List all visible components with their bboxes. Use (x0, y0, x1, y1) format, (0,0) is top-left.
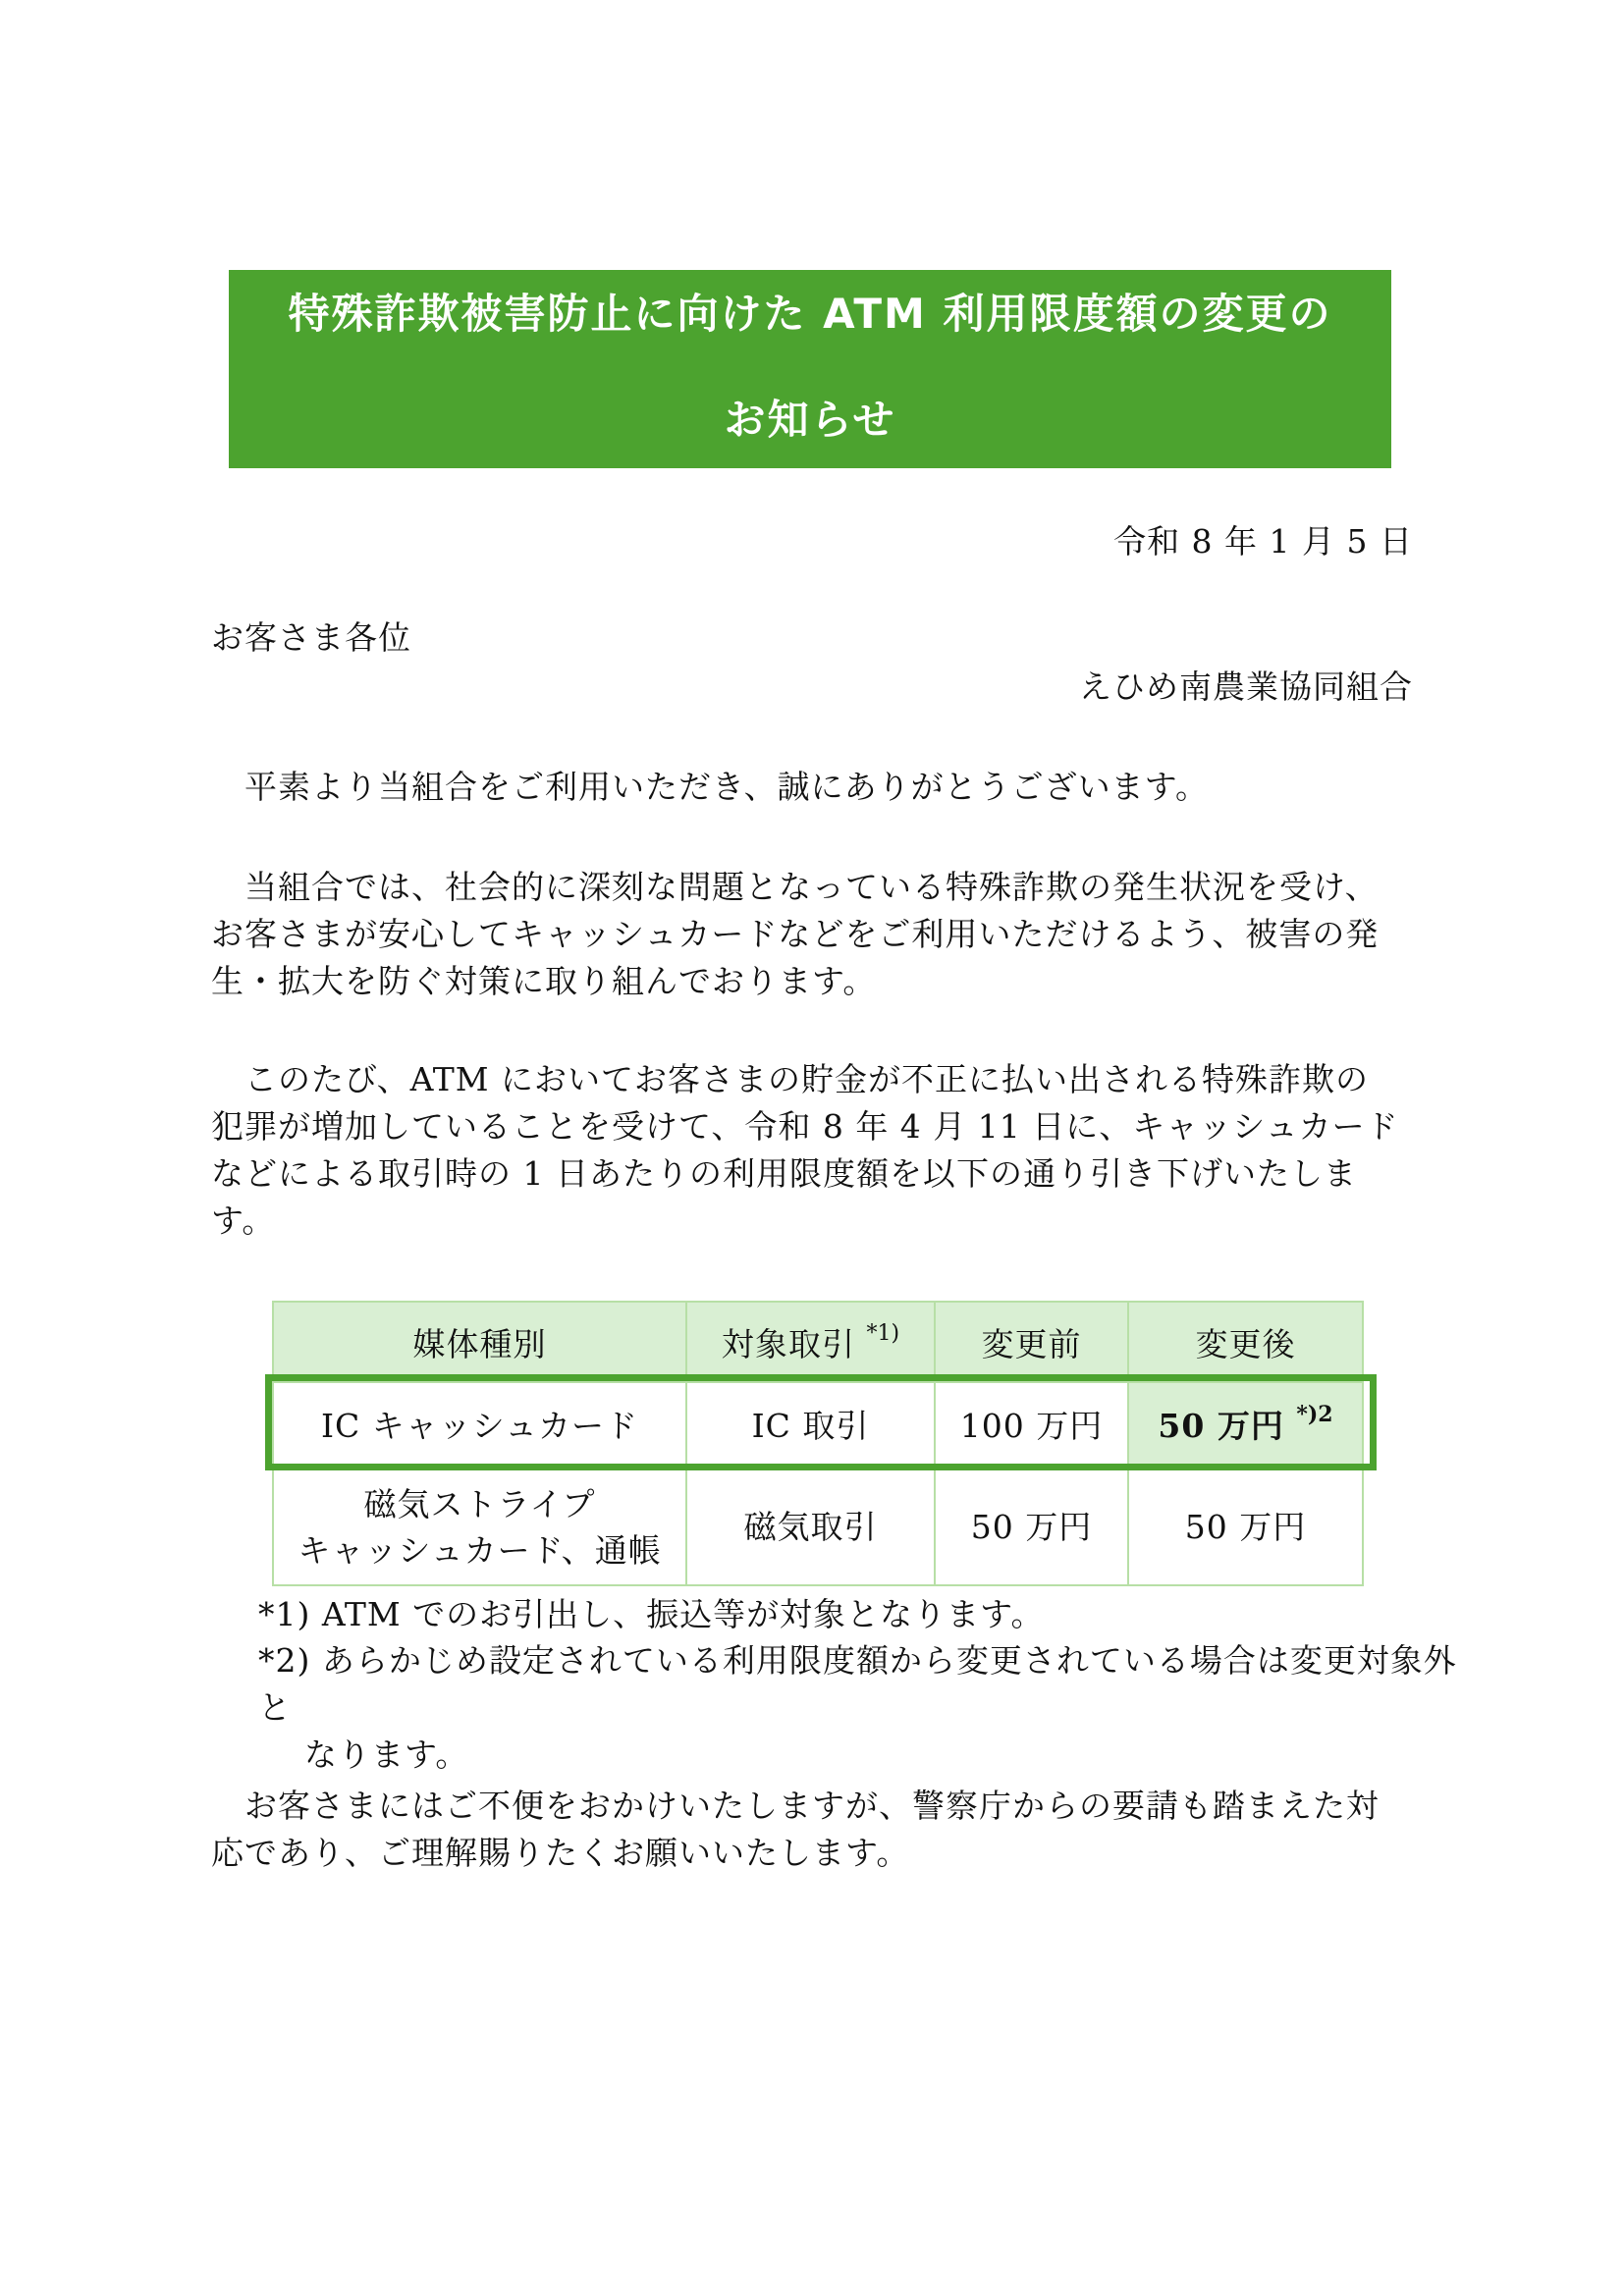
header-target-transaction (686, 1302, 935, 1382)
cell-ic-media (273, 1382, 686, 1465)
cell-mag-before (935, 1465, 1128, 1585)
recipient-line: お客さま各位 (211, 618, 411, 657)
header-media-label: 媒体種別 (412, 1324, 547, 1363)
cell-ic-transaction (686, 1382, 935, 1465)
notice-title-line2: お知らせ (724, 396, 896, 444)
notice-title-line1: 特殊詐欺被害防止に向けた ATM 利用限度額の変更の (288, 290, 1332, 338)
header-before-label: 変更前 (981, 1324, 1082, 1363)
limit-change-table (272, 1301, 1364, 1586)
footnote-2-line2: なります。 (304, 1735, 469, 1774)
footnote-1-text: ATM でのお引出し、振込等が対象となります。 (310, 1595, 1045, 1633)
paragraph-background (211, 864, 1413, 1005)
paragraph-line: このたび、ATM においてお客さまの貯金が不正に払い出される特殊詐欺の (211, 1060, 1369, 1098)
header-after-change (1128, 1302, 1363, 1382)
paragraph-line: お客さまが安心してキャッシュカードなどをご利用いただけるよう、被害の発 (211, 915, 1380, 953)
paragraph-line: す。 (211, 1201, 276, 1240)
notice-title-banner (229, 270, 1391, 468)
footnote-1 (258, 1591, 1460, 1638)
table-header-row (273, 1302, 1363, 1382)
cell-ic-before (935, 1382, 1128, 1465)
ic-after-value: 50 万円 (1158, 1406, 1284, 1445)
ic-after-footnote-ref: *)2 (1296, 1401, 1333, 1427)
paragraph-line: 当組合では、社会的に深刻な問題となっている特殊詐欺の発生状況を受け、 (211, 868, 1379, 906)
paragraph-line: などによる取引時の 1 日あたりの利用限度額を以下の通り引き下げいたしま (211, 1154, 1357, 1193)
mag-media-line2: キャッシュカード、通帳 (298, 1530, 662, 1570)
paragraph-line: お客さまにはご不便をおかけいたしますが、警察庁からの要請も踏まえた対 (211, 1787, 1380, 1825)
document-date: 令和 8 年 1 月 5 日 (1113, 522, 1413, 561)
footnote-2-line1 (258, 1637, 1460, 1732)
header-before-change (935, 1302, 1128, 1382)
paragraph-line: 応であり、ご理解賜りたくお願いいたします。 (211, 1834, 910, 1872)
cell-mag-transaction (686, 1465, 935, 1585)
header-transaction-label: 対象取引 (721, 1324, 855, 1363)
mag-media-line1: 磁気ストライプ (363, 1484, 596, 1523)
organization-name: えひめ南農業協同組合 (1079, 667, 1413, 706)
cell-mag-after (1128, 1465, 1363, 1585)
ic-transaction-label: IC 取引 (751, 1406, 870, 1445)
table-row-ic-card (273, 1382, 1363, 1465)
footnote-2-text: あらかじめ設定されている利用限度額から変更されている場合は変更対象外と (258, 1641, 1457, 1727)
header-after-label: 変更後 (1195, 1324, 1296, 1363)
cell-mag-media (273, 1465, 686, 1585)
paragraph-line: 犯罪が増加していることを受けて、令和 8 年 4 月 11 日に、キャッシュカード (211, 1107, 1399, 1146)
paragraph-line: 平素より当組合をご利用いただき、誠にありがとうございます。 (211, 768, 1210, 806)
header-media-type (273, 1302, 686, 1382)
footnote-2-marker: *2) (258, 1641, 311, 1680)
mag-before-value: 50 万円 (970, 1508, 1093, 1546)
footnote-2 (258, 1637, 1460, 1779)
paragraph-greeting (211, 764, 1413, 811)
cell-ic-after (1128, 1382, 1363, 1465)
mag-after-value: 50 万円 (1184, 1508, 1307, 1546)
ic-before-value: 100 万円 (959, 1406, 1104, 1445)
footnote-1-marker: *1) (258, 1595, 311, 1633)
paragraph-line: 生・拡大を防ぐ対策に取り組んでおります。 (211, 962, 877, 1000)
paragraph-change-announcement (211, 1056, 1413, 1245)
header-footnote-ref: *1) (866, 1320, 900, 1346)
ic-media-label: IC キャッシュカード (320, 1406, 639, 1445)
table-row-magnetic-card (273, 1465, 1363, 1585)
paragraph-closing (211, 1783, 1413, 1877)
mag-transaction-label: 磁気取引 (743, 1508, 878, 1546)
